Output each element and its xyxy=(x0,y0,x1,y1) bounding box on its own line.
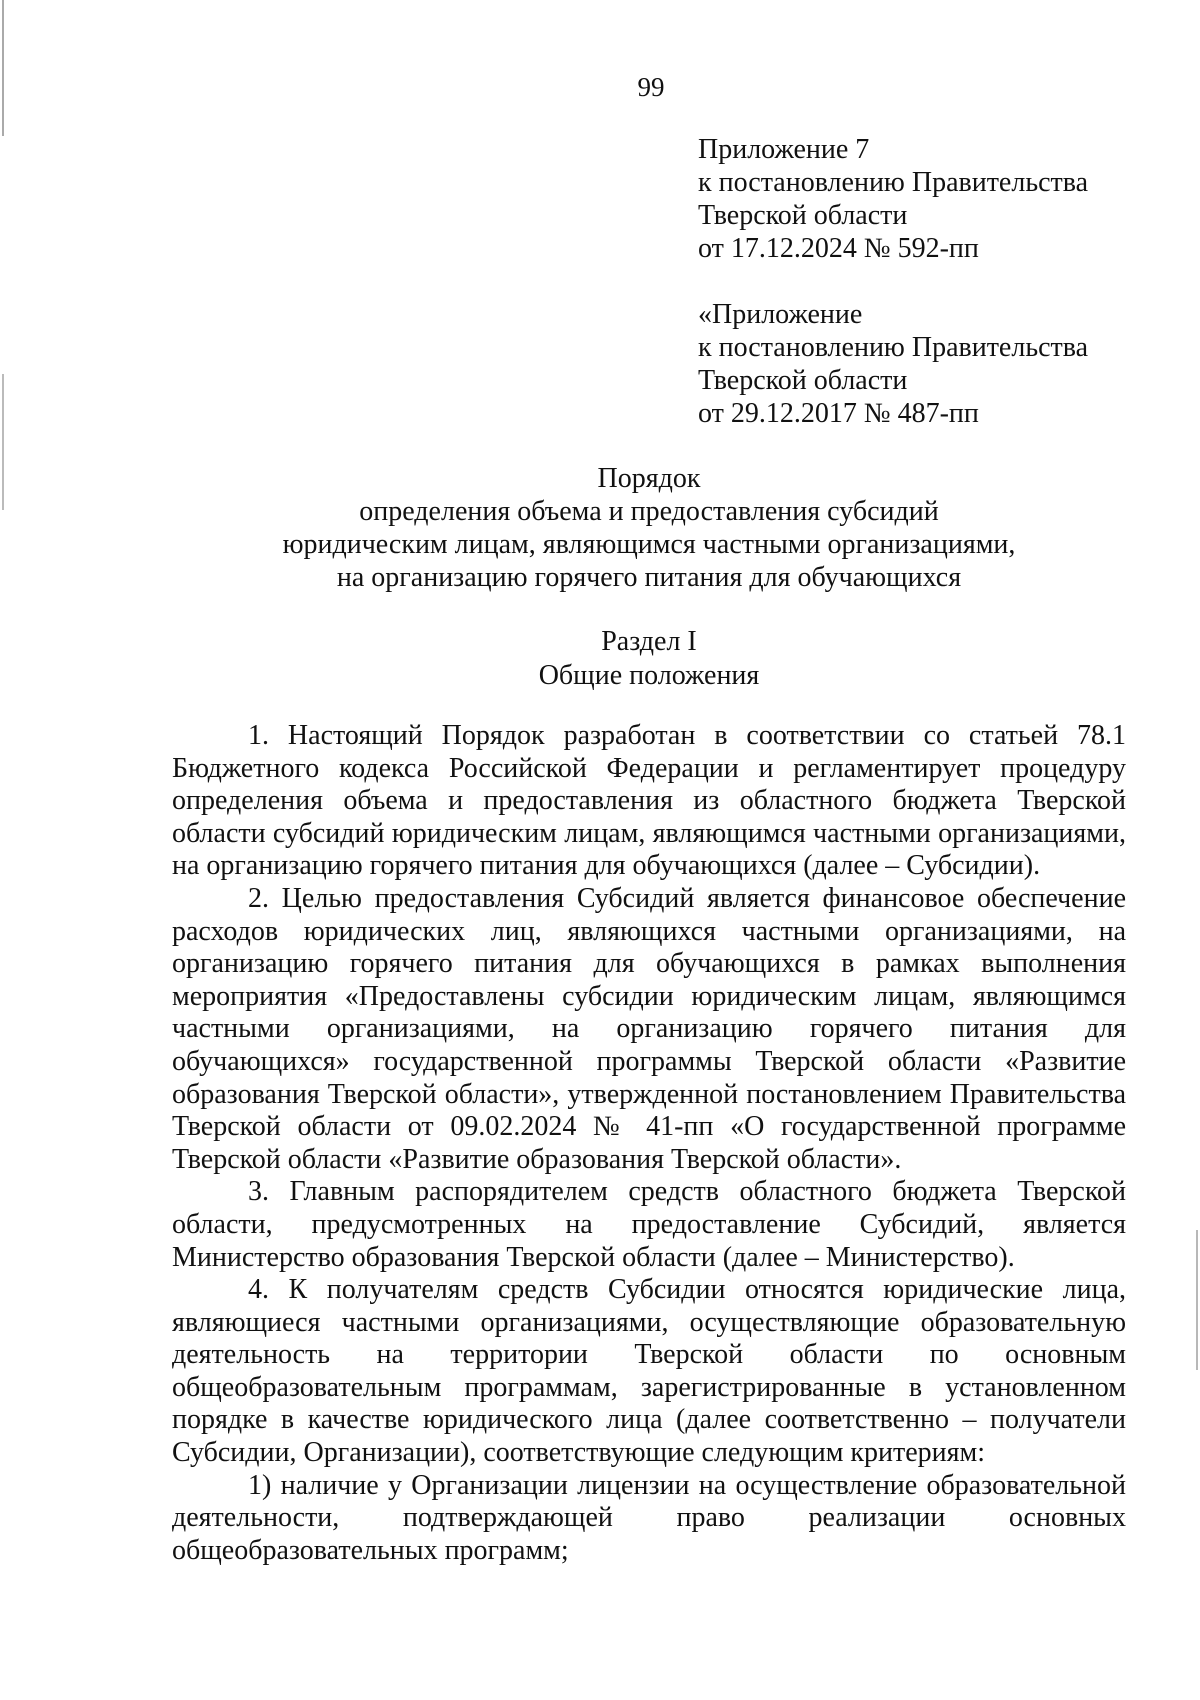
attachment-line: Приложение 7 xyxy=(698,134,870,165)
document-body xyxy=(172,720,1126,1567)
title-line: юридическим лицам, являющимся частными организациями, xyxy=(282,529,1016,560)
attachment-line: от 17.12.2024 № 592-пп xyxy=(698,233,979,264)
attachment-line: Тверской области xyxy=(698,365,908,396)
attachment-line: к постановлению Правительства xyxy=(698,167,1089,198)
section-number: Раздел I xyxy=(601,626,697,657)
scan-edge-right xyxy=(1196,1230,1198,1370)
paragraph-1: 1. Настоящий Порядок разработан в соответствии со статьей 78.1 Бюджетного кодекса Российской Федерации и регламентирует процедуру определения объема и предоставления из областного бюджета Тверской области субсидий юридическим лицам, являющимся частными организациями, на организацию горячего питания для обучающихся (далее – Субсидии). xyxy=(172,720,1126,882)
attachment-header-original xyxy=(698,298,1088,430)
document-title xyxy=(172,462,1126,594)
attachment-line: Тверской области xyxy=(698,200,908,231)
section-name: Общие положения xyxy=(538,660,760,691)
paragraph-4: 4. К получателям средств Субсидии относятся юридические лица, являющиеся частными организациями, осуществляющие образовательную деятельность на территории Тверской области по основным общеобразовательным программам, зарегистрированные в установленном порядке в качестве юридического лица (далее соответственно – получатели Субсидии, Организации), соответствующие следующим критериям: xyxy=(172,1274,1126,1469)
title-line: на организацию горячего питания для обучающихся xyxy=(336,562,962,593)
paragraph-4-item-1: 1) наличие у Организации лицензии на осуществление образовательной деятельности, подтверждающей право реализации основных общеобразовательных программ; xyxy=(172,1469,1126,1566)
attachment-header-current xyxy=(698,133,1088,265)
title-line: Порядок xyxy=(597,463,701,494)
title-line: определения объема и предоставления субсидий xyxy=(359,496,939,527)
attachment-line: «Приложение xyxy=(698,299,863,330)
attachment-line: от 29.12.2017 № 487-пп xyxy=(698,398,979,429)
paragraph-2: 2. Целью предоставления Субсидий является финансовое обеспечение расходов юридических лиц, являющихся частными организациями, на организацию горячего питания для обучающихся в рамках выполнения мероприятия «Предоставлены субсидии юридическим лицам, являющимся частными организациями, на организацию горячего питания для обучающихся» государственной программы Тверской области «Развитие образования Тверской области», утвержденной постановлением Правительства Тверской области от 09.02.2024 № 41-пп «О государственной программе Тверской области «Развитие образования Тверской области». xyxy=(172,882,1126,1175)
scan-edge-left xyxy=(2,0,4,1700)
page-number: 99 xyxy=(637,72,665,102)
paragraph-3: 3. Главным распорядителем средств областного бюджета Тверской области, предусмотренных на предоставление Субсидий, является Министерство образования Тверской области (далее – Министерство). xyxy=(172,1176,1126,1273)
attachment-line: к постановлению Правительства xyxy=(698,332,1089,363)
section-heading xyxy=(172,625,1126,693)
